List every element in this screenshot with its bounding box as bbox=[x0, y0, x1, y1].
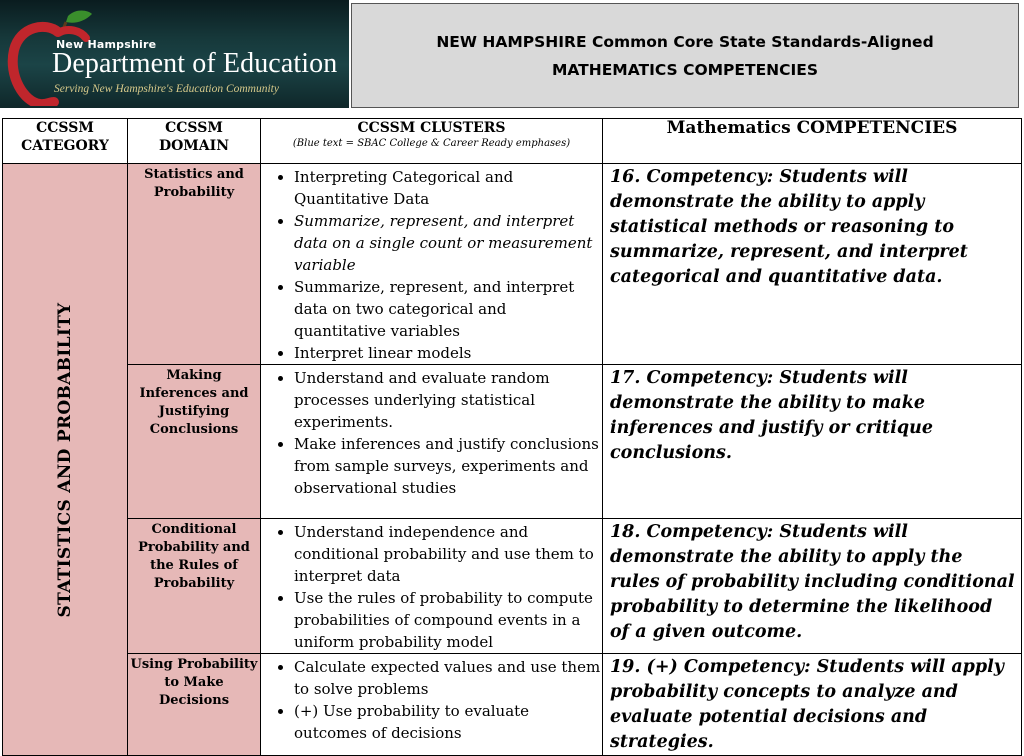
title-line-1: NEW HAMPSHIRE Common Core State Standards-Aligned bbox=[436, 32, 934, 51]
cluster-item: • Interpreting Categorical and Quantitative Data bbox=[294, 166, 602, 210]
competency-cell: 16. Competency: Students will demonstrate the ability to apply statistical methods or reasoning to summarize, represent, and interpret categorical and quantitative data. bbox=[603, 164, 1022, 365]
header-clusters-title: CCSSM CLUSTERS bbox=[357, 120, 506, 136]
table-row bbox=[3, 164, 1022, 365]
clusters-cell bbox=[261, 519, 603, 654]
cluster-item: • Calculate expected values and use them to solve problems bbox=[294, 656, 602, 700]
competency-table bbox=[2, 118, 1022, 756]
header-category bbox=[3, 119, 128, 164]
cluster-list bbox=[261, 166, 602, 364]
cluster-item: • Summarize, represent, and interpret data on two categorical and quantitative variables bbox=[294, 276, 602, 342]
nh-doe-logo bbox=[0, 0, 349, 108]
header-clusters-note: (Blue text = SBAC College & Career Ready emphases) bbox=[292, 138, 571, 149]
page-header bbox=[0, 0, 1024, 108]
title-line-2: MATHEMATICS COMPETENCIES bbox=[551, 60, 819, 79]
cluster-item: • (+) Use probability to evaluate outcomes of decisions bbox=[294, 700, 602, 744]
header-domain-line2: DOMAIN bbox=[158, 138, 230, 154]
document-title bbox=[351, 3, 1019, 108]
category-label: STATISTICS AND PROBABILITY bbox=[55, 302, 75, 617]
table-header-row bbox=[3, 119, 1022, 164]
competency-cell: 19. (+) Competency: Students will apply probability concepts to analyze and evaluate potential decisions and strategies. bbox=[603, 654, 1022, 756]
logo-state-text: New Hampshire bbox=[56, 38, 157, 51]
cluster-item: • Understand and evaluate random processes underlying statistical experiments. bbox=[294, 367, 602, 433]
table-row bbox=[3, 654, 1022, 756]
domain-cell: Using Probability to Make Decisions bbox=[128, 654, 261, 756]
clusters-cell bbox=[261, 654, 603, 756]
header-domain-line1: CCSSM bbox=[165, 120, 223, 136]
cluster-item: • Make inferences and justify conclusions from sample surveys, experiments and observational studies bbox=[294, 433, 602, 499]
clusters-cell bbox=[261, 164, 603, 365]
table-row bbox=[3, 365, 1022, 519]
header-category-line1: CCSSM bbox=[36, 120, 94, 136]
header-category-line2: CATEGORY bbox=[21, 138, 109, 154]
logo-tagline: Serving New Hampshire's Education Community bbox=[54, 83, 279, 95]
header-clusters bbox=[261, 119, 603, 164]
cluster-item: • Use the rules of probability to compute probabilities of compound events in a uniform probability model bbox=[294, 587, 602, 653]
table-row bbox=[3, 519, 1022, 654]
domain-cell: Statistics and Probability bbox=[128, 164, 261, 365]
domain-cell: Conditional Probability and the Rules of Probability bbox=[128, 519, 261, 654]
header-domain bbox=[128, 119, 261, 164]
cluster-list bbox=[261, 367, 602, 499]
competency-cell: 18. Competency: Students will demonstrate the ability to apply the rules of probability including conditional probability to determine the likelihood of a given outcome. bbox=[603, 519, 1022, 654]
category-cell bbox=[3, 164, 128, 756]
cluster-list bbox=[261, 656, 602, 744]
header-competencies: Mathematics COMPETENCIES bbox=[603, 119, 1022, 164]
cluster-item: • Interpret linear models bbox=[294, 342, 602, 364]
clusters-cell bbox=[261, 365, 603, 519]
domain-cell: Making Inferences and Justifying Conclusions bbox=[128, 365, 261, 519]
cluster-item: • Summarize, represent, and interpret data on a single count or measurement variable bbox=[294, 210, 602, 276]
cluster-item: • Understand independence and conditional probability and use them to interpret data bbox=[294, 521, 602, 587]
logo-department-text: Department of Education bbox=[52, 48, 338, 79]
competency-cell: 17. Competency: Students will demonstrate the ability to make inferences and justify or critique conclusions. bbox=[603, 365, 1022, 519]
cluster-list bbox=[261, 521, 602, 653]
